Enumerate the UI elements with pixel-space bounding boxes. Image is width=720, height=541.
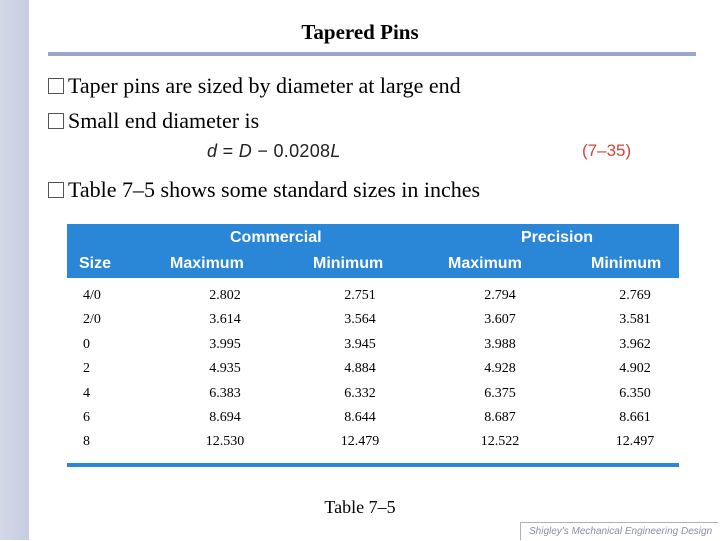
slide-title-text: Tapered Pins (301, 20, 419, 44)
cell-commercial-max: 2.802 (209, 288, 241, 303)
col-header-precision-max: Maximum (448, 255, 522, 272)
cell-precision-min: 8.661 (619, 409, 651, 425)
cell-precision-min: 12.497 (615, 434, 655, 450)
cell-commercial-min: 6.332 (344, 385, 376, 401)
col-header-commercial-min: Minimum (313, 255, 384, 272)
cell-precision-min: 4.902 (619, 361, 651, 377)
cell-commercial-min: 3.945 (344, 336, 376, 352)
cell-precision-max: 3.988 (484, 336, 516, 352)
cell-commercial-max: 3.614 (209, 312, 241, 328)
cell-precision-min: 6.350 (619, 385, 651, 401)
bullet-box-icon (48, 182, 64, 198)
cell-size: 4/0 (83, 288, 101, 303)
cell-precision-min: 3.581 (619, 312, 651, 328)
cell-size: 8 (83, 434, 90, 450)
col-header-precision-min: Minimum (591, 255, 662, 272)
equation-L: L (330, 141, 341, 161)
cell-precision-min: 2.769 (619, 288, 651, 303)
cell-commercial-max: 12.530 (205, 434, 245, 450)
col-header-size: Size (79, 255, 112, 272)
table-row (67, 335, 679, 359)
cell-precision-max: 2.794 (484, 288, 516, 303)
cell-commercial-min: 4.884 (344, 361, 376, 377)
bullet-text: Table 7–5 shows some standard sizes in inches (68, 177, 481, 202)
cell-size: 2 (83, 361, 90, 377)
table-row (67, 286, 679, 310)
cell-commercial-min: 8.644 (344, 409, 376, 425)
equation-minus: − 0.0208 (252, 141, 331, 161)
group-header-commercial: Commercial (230, 229, 322, 246)
col-header-commercial-max: Maximum (170, 255, 244, 272)
table-body (67, 278, 679, 463)
title-divider (48, 52, 696, 56)
cell-commercial-max: 3.995 (209, 336, 241, 352)
cell-size: 2/0 (83, 312, 101, 328)
cell-commercial-min: 3.564 (344, 312, 376, 328)
equation-D: D (238, 141, 253, 161)
cell-precision-max: 4.928 (484, 361, 516, 377)
cell-size: 4 (83, 385, 90, 401)
bullet-box-icon (48, 113, 64, 129)
bullet-2 (48, 108, 259, 134)
bullet-1 (48, 73, 461, 99)
table-row (67, 432, 679, 456)
cell-precision-min: 3.962 (619, 336, 651, 352)
slide-title (0, 20, 720, 45)
table-row (67, 310, 679, 334)
cell-size: 0 (83, 336, 90, 352)
table-row (67, 408, 679, 432)
group-header-precision: Precision (521, 229, 594, 246)
cell-size: 6 (83, 409, 90, 425)
cell-commercial-max: 8.694 (209, 409, 241, 425)
equation (207, 141, 341, 162)
table-caption: Table 7–5 (324, 497, 396, 517)
table-row (67, 384, 679, 408)
left-accent-bar (0, 0, 29, 540)
table-bottom-rule (67, 463, 679, 467)
table-row (67, 359, 679, 383)
cell-precision-max: 12.522 (480, 434, 520, 450)
bullet-3 (48, 177, 480, 203)
bullet-text: Small end diameter is (68, 108, 260, 133)
equation-lhs: d (207, 141, 218, 161)
taper-pin-table (67, 224, 679, 467)
cell-commercial-min: 2.751 (344, 288, 376, 303)
cell-precision-max: 6.375 (484, 385, 516, 401)
equation-equals: = (217, 141, 239, 161)
cell-commercial-max: 6.383 (209, 385, 241, 401)
equation-number: (7–35) (582, 141, 632, 160)
cell-commercial-min: 12.479 (340, 434, 380, 450)
cell-precision-max: 8.687 (484, 409, 516, 425)
bullet-text: Taper pins are sized by diameter at large end (68, 73, 461, 98)
bullet-box-icon (48, 78, 64, 94)
cell-precision-max: 3.607 (484, 312, 516, 328)
table-header (67, 224, 679, 278)
cell-commercial-max: 4.935 (209, 361, 241, 377)
book-footer: Shigley's Mechanical Engineering Design (520, 522, 718, 540)
